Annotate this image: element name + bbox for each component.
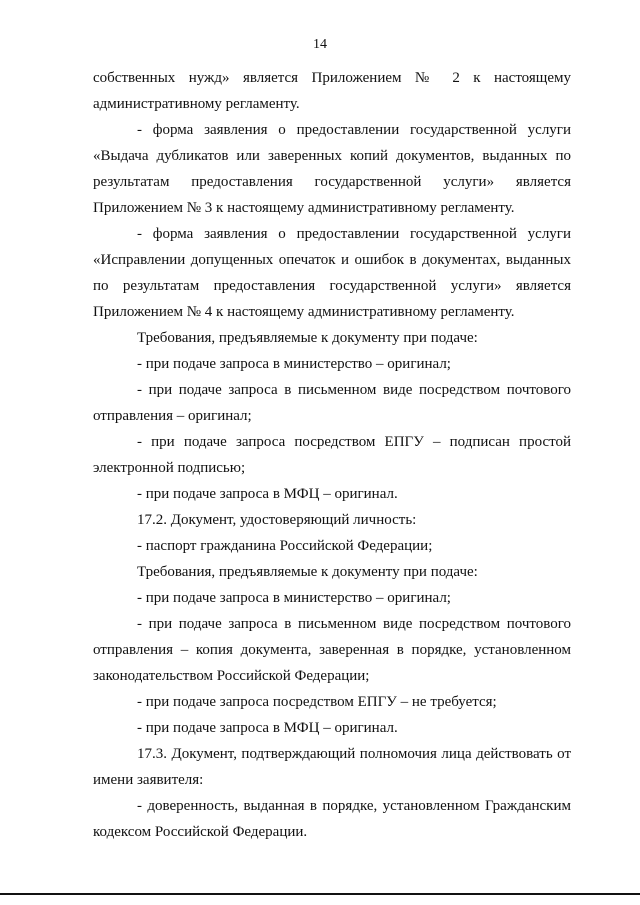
list-item-mail-original: - при подаче запроса в письменном виде посредством почтового отправления – оригинал; [93,382,571,424]
bottom-border-line [0,893,640,895]
paragraph-requirements-heading-2: Требования, предъявляемые к документу при подаче: [137,564,478,580]
document-body [93,65,571,845]
paragraph-requirements-heading: Требования, предъявляемые к документу при подаче: [137,330,478,346]
list-item-mfc-original-2: - при подаче запроса в МФЦ – оригинал. [137,720,398,736]
section-17-2-heading: 17.2. Документ, удостоверяющий личность: [137,512,417,528]
page-number: 14 [313,37,327,52]
list-item-epgu-not-required: - при подаче запроса посредством ЕПГУ – не требуется; [137,694,497,710]
list-item-passport: - паспорт гражданина Российской Федерации; [137,538,433,554]
list-item-mail-certified-copy: - при подаче запроса в письменном виде посредством почтового отправления – копия документа, заверенная в порядке, установленном законодательством Российской Федерации; [93,616,571,684]
list-item-epgu-signed: - при подаче запроса посредством ЕПГУ – подписан простой электронной подписью; [93,434,571,476]
paragraph-appendix-3-form: - форма заявления о предоставлении государственной услуги «Выдача дубликатов или заверенных копий документов, выданных по результатам предоставления государственной услуги» является Приложением № 3 к настоящему административному регламенту. [93,122,571,216]
paragraph-appendix-4-form: - форма заявления о предоставлении государственной услуги «Исправлении допущенных опечаток и ошибок в документах, выданных по результатам предоставления государственной услуги» является Приложением № 4 к настоящему административному регламенту. [93,226,571,320]
list-item-power-of-attorney: - доверенность, выданная в порядке, установленном Гражданским кодексом Российской Федерации. [93,798,571,840]
list-item-ministry-original: - при подаче запроса в министерство – оригинал; [137,356,451,372]
section-17-3-heading: 17.3. Документ, подтверждающий полномочия лица действовать от имени заявителя: [93,746,571,788]
list-item-mfc-original: - при подаче запроса в МФЦ – оригинал. [137,486,398,502]
paragraph-appendix-2-continuation: собственных нужд» является Приложением № 2 к настоящему административному регламенту. [93,70,571,112]
list-item-ministry-original-2: - при подаче запроса в министерство – оригинал; [137,590,451,606]
